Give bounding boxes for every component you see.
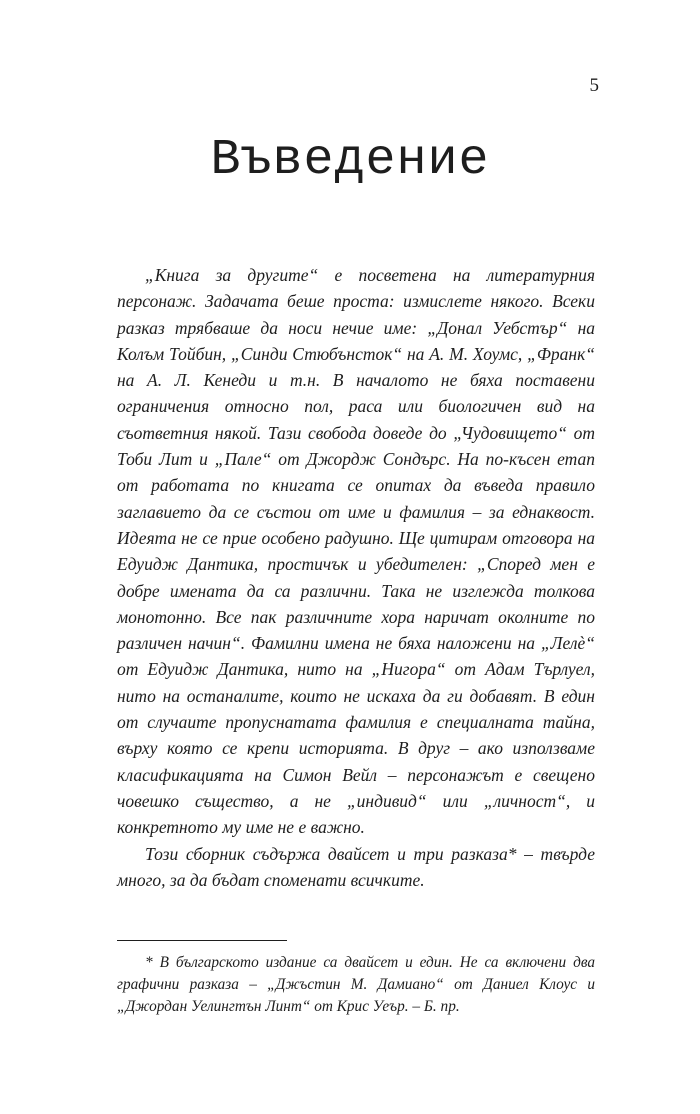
paragraph: Този сборник съдържа двайсет и три разказа* – твърде много, за да бъдат споменати всичките. [117,843,595,890]
page-number: 5 [589,75,599,96]
footnote: * В българското издание са двайсет и един. Не са включени два графични разказа – „Джъстин М. Дамиано“ от Даниел Клоус и „Джордан Уелингтън Линт“ от Крис Уеър. – Б. пр. [117,954,595,1015]
body-text [117,262,595,893]
chapter-title: Въведение [210,132,490,189]
footnote-divider [117,940,287,941]
paragraph: „Книга за другите“ е посветена на литературния персонаж. Задачата беше проста: измислете някого. Всеки разказ трябваше да носи нечие име: „Донал Уебстър“ на Колъм Тойбин, „Синди Стюбънсток“ на А. М. Хоумс, „Франк“ на А. Л. Кенеди и т.н. В началото не бяха поставени ограничения относно пол, раса или биологичен вид на съответния някой. Тази свобода доведе до „Чудовището“ от Тоби Лит и „Пале“ от Джордж Сондърс. На по-късен етап от работата по книгата се опитах да въведа правило заглавието да се състои от име и фамилия – за еднаквост. Идеята не се прие особено радушно. Ще цитирам отговора на Едуидж Дантика, простичък и убедителен: „Според мен е добре имената да са различни. Така не изглежда толкова монотонно. Все пак различните хора наричат околните по различен начин“. Фамилни имена не бяха наложени на „Лелѐ“ от Едуидж Дантика, нито на „Нигора“ от Адам Търлуел, нито на останалите, които не искаха да ги добавят. В един от случаите пропуснатата фамилия е специалната тайна, върху която се крепи историята. В друг – ако използваме класификацията на Симон Вейл – персонажът е свещено човешко същество, а не „индивид“ или „личност“, и конкретното му име не е важно. [117,265,595,838]
